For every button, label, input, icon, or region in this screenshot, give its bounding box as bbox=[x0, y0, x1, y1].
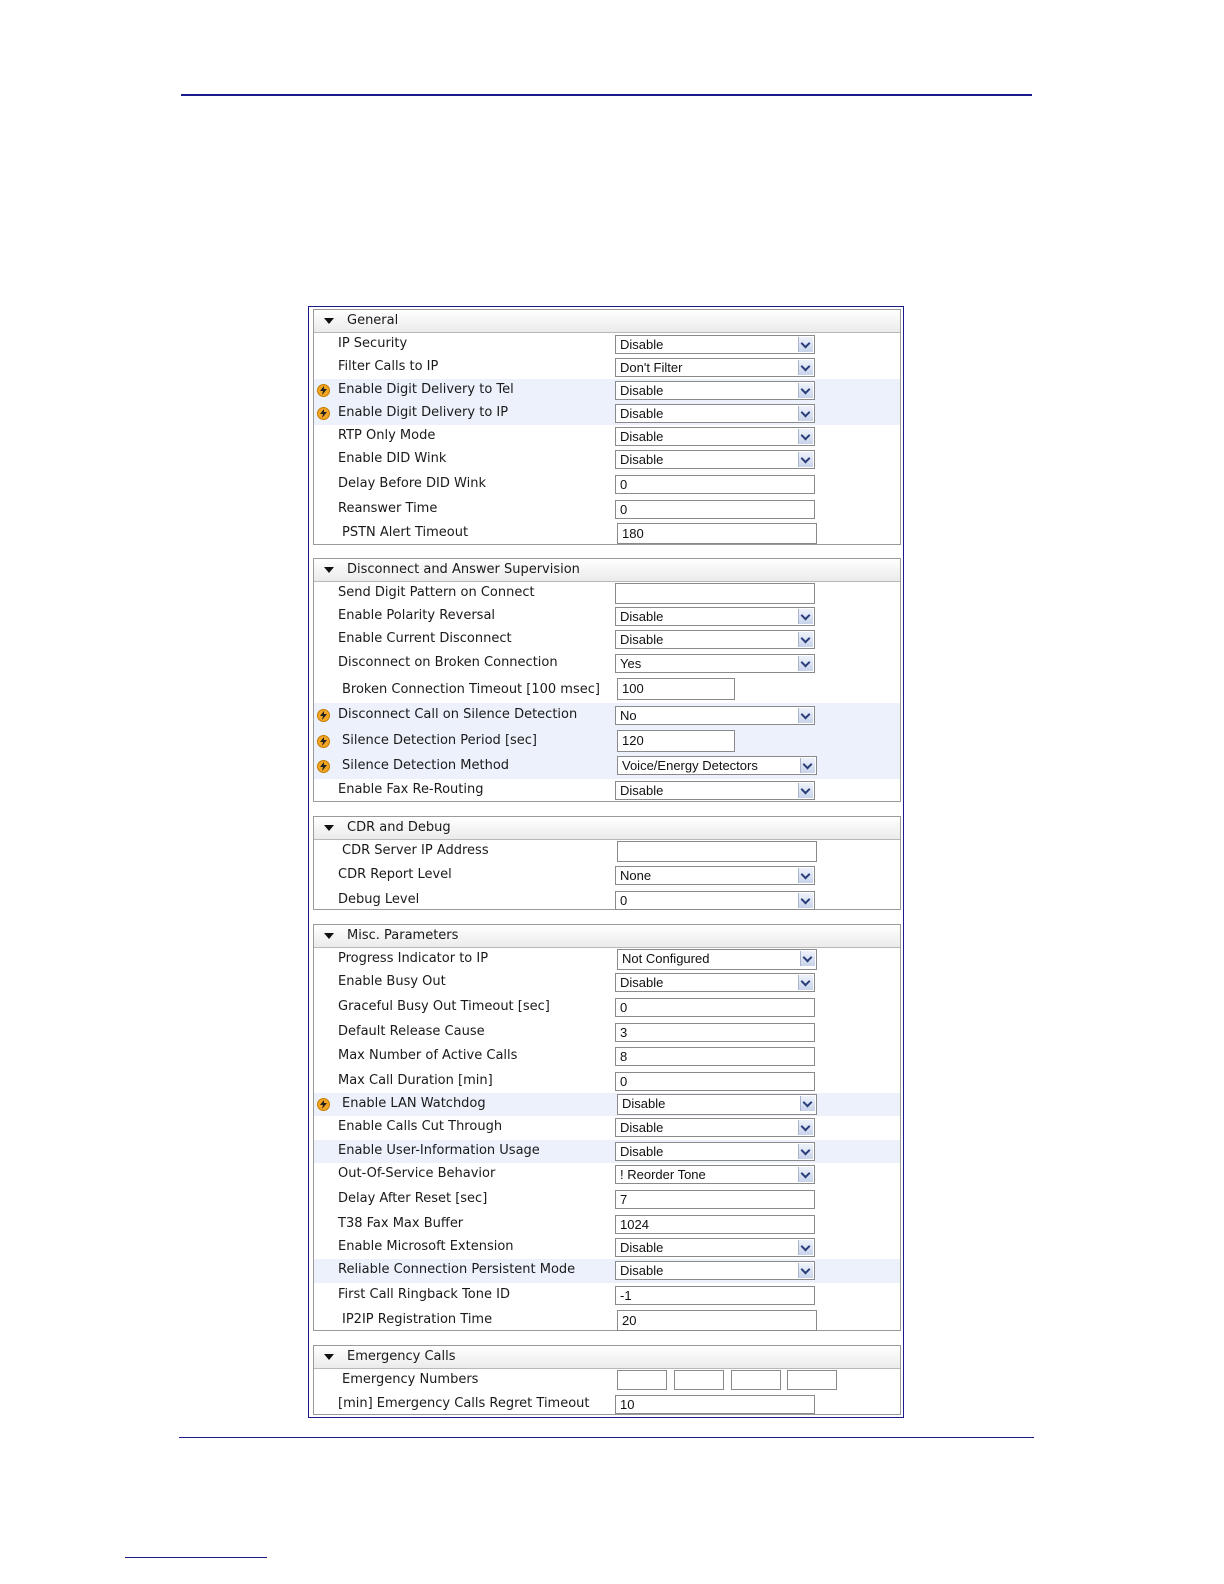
default-release-cause-input[interactable]: 3 bbox=[615, 1023, 815, 1042]
field-label: Out-Of-Service Behavior bbox=[338, 1166, 496, 1181]
row-fax-rerouting bbox=[314, 779, 900, 802]
field-label: [min] Emergency Calls Regret Timeout bbox=[338, 1396, 590, 1411]
select-value: Disable bbox=[620, 1120, 664, 1135]
chevron-down-icon bbox=[800, 951, 815, 966]
row-busy-out bbox=[314, 971, 900, 995]
row-cdr-server-ip bbox=[314, 840, 900, 864]
field-label: T38 Fax Max Buffer bbox=[338, 1216, 464, 1231]
field-label: Progress Indicator to IP bbox=[338, 951, 489, 966]
field-label: Max Call Duration [min] bbox=[338, 1073, 493, 1088]
send-digit-pattern-input[interactable] bbox=[615, 583, 815, 604]
field-label: Delay After Reset [sec] bbox=[338, 1191, 488, 1206]
field-label: First Call Ringback Tone ID bbox=[338, 1287, 510, 1302]
max-active-calls-input[interactable]: 8 bbox=[615, 1047, 815, 1066]
collapse-arrow-icon bbox=[324, 933, 334, 939]
collapse-arrow-icon bbox=[324, 825, 334, 831]
select-value: Don't Filter bbox=[620, 360, 683, 375]
field-label: Emergency Numbers bbox=[342, 1372, 479, 1387]
section-title: CDR and Debug bbox=[347, 820, 451, 835]
select-value: Yes bbox=[620, 656, 642, 671]
select-value: Disable bbox=[620, 429, 664, 444]
lightning-bolt-icon bbox=[317, 709, 330, 722]
row-graceful-busy-out bbox=[314, 995, 900, 1020]
chevron-down-icon bbox=[798, 337, 813, 352]
chevron-down-icon bbox=[798, 868, 813, 883]
row-out-of-service bbox=[314, 1163, 900, 1187]
chevron-down-icon bbox=[800, 758, 815, 773]
row-digit-delivery-tel bbox=[314, 379, 900, 402]
chevron-down-icon bbox=[798, 429, 813, 444]
select-value: Disable bbox=[620, 783, 664, 798]
busy-out-select[interactable] bbox=[615, 973, 815, 992]
current-disconnect-select[interactable] bbox=[615, 630, 815, 649]
broken-connection-timeout-input[interactable]: 100 bbox=[617, 678, 735, 700]
section-title: Misc. Parameters bbox=[347, 928, 459, 943]
field-label: Silence Detection Method bbox=[342, 758, 510, 773]
row-digit-delivery-ip bbox=[314, 402, 900, 425]
ringback-tone-input[interactable]: -1 bbox=[615, 1286, 815, 1305]
section-title: General bbox=[347, 313, 399, 328]
row-calls-cut-through bbox=[314, 1116, 900, 1140]
field-label: Enable Fax Re-Routing bbox=[338, 782, 484, 797]
collapse-arrow-icon bbox=[324, 318, 334, 324]
cdr-report-level-select[interactable] bbox=[615, 866, 815, 885]
section-title: Disconnect and Answer Supervision bbox=[347, 562, 580, 577]
chevron-down-icon bbox=[798, 708, 813, 723]
field-label: Debug Level bbox=[338, 892, 420, 907]
row-ringback-tone bbox=[314, 1283, 900, 1308]
select-value: None bbox=[620, 868, 652, 883]
section-header-disconnect[interactable] bbox=[314, 559, 900, 582]
graceful-busy-out-input[interactable]: 0 bbox=[615, 998, 815, 1017]
chevron-down-icon bbox=[800, 1096, 815, 1111]
field-label: Enable Busy Out bbox=[338, 974, 446, 989]
row-ip-security bbox=[314, 333, 900, 356]
silence-period-input[interactable]: 120 bbox=[617, 730, 735, 752]
row-delay-after-reset bbox=[314, 1187, 900, 1212]
section-misc-parameters bbox=[313, 924, 901, 1331]
select-value: Disable bbox=[620, 406, 664, 421]
field-label: Graceful Busy Out Timeout [sec] bbox=[338, 999, 550, 1014]
select-value: Disable bbox=[620, 609, 664, 624]
select-value: Not Configured bbox=[622, 951, 710, 966]
lightning-bolt-icon bbox=[317, 735, 330, 748]
reliable-connection-select[interactable] bbox=[615, 1261, 815, 1280]
chevron-down-icon bbox=[798, 452, 813, 467]
field-label: Send Digit Pattern on Connect bbox=[338, 585, 535, 600]
select-value: Disable bbox=[620, 1144, 664, 1159]
rtp-only-mode-select[interactable] bbox=[615, 427, 815, 446]
field-label: Enable DID Wink bbox=[338, 451, 447, 466]
t38-fax-buffer-input[interactable]: 1024 bbox=[615, 1215, 815, 1234]
field-label: Reanswer Time bbox=[338, 501, 438, 516]
lightning-bolt-icon bbox=[317, 1098, 330, 1111]
field-label: Max Number of Active Calls bbox=[338, 1048, 518, 1063]
emergency-number-input-3[interactable] bbox=[731, 1370, 781, 1390]
delay-after-reset-input[interactable]: 7 bbox=[615, 1190, 815, 1209]
chevron-down-icon bbox=[798, 1144, 813, 1159]
calls-cut-through-select[interactable] bbox=[615, 1118, 815, 1137]
field-label: Enable Digit Delivery to Tel bbox=[338, 382, 514, 397]
field-label: Disconnect Call on Silence Detection bbox=[338, 707, 578, 722]
lightning-bolt-icon bbox=[317, 760, 330, 773]
field-label: CDR Server IP Address bbox=[342, 843, 489, 858]
section-emergency-calls bbox=[313, 1345, 901, 1415]
emergency-number-input-4[interactable] bbox=[787, 1370, 837, 1390]
debug-level-select[interactable] bbox=[615, 891, 815, 910]
field-label: Broken Connection Timeout [100 msec] bbox=[342, 682, 600, 697]
polarity-reversal-select[interactable] bbox=[615, 607, 815, 626]
field-label: Enable Current Disconnect bbox=[338, 631, 512, 646]
section-header-cdr[interactable] bbox=[314, 817, 900, 840]
section-header-misc[interactable] bbox=[314, 925, 900, 948]
field-label: Enable Calls Cut Through bbox=[338, 1119, 503, 1134]
select-value: Disable bbox=[620, 452, 664, 467]
section-header-emergency[interactable] bbox=[314, 1346, 900, 1369]
progress-indicator-select[interactable] bbox=[617, 949, 817, 970]
select-value: Disable bbox=[620, 632, 664, 647]
chevron-down-icon bbox=[798, 1167, 813, 1182]
settings-panel bbox=[308, 306, 904, 1418]
row-broken-connection-timeout bbox=[314, 676, 900, 703]
row-emergency-numbers bbox=[314, 1369, 900, 1393]
row-default-release-cause bbox=[314, 1020, 900, 1044]
broken-connection-select[interactable] bbox=[615, 654, 815, 673]
row-current-disconnect bbox=[314, 628, 900, 652]
field-label: PSTN Alert Timeout bbox=[342, 525, 469, 540]
select-value: Disable bbox=[620, 975, 664, 990]
lightning-bolt-icon bbox=[317, 384, 330, 397]
lightning-bolt-icon bbox=[317, 407, 330, 420]
row-progress-indicator bbox=[314, 948, 900, 971]
field-label: Silence Detection Period [sec] bbox=[342, 733, 538, 748]
chevron-down-icon bbox=[798, 975, 813, 990]
row-silence-period bbox=[314, 728, 900, 754]
chevron-down-icon bbox=[798, 609, 813, 624]
field-label: Enable LAN Watchdog bbox=[342, 1096, 486, 1111]
section-header-general[interactable] bbox=[314, 310, 900, 333]
field-label: Enable Digit Delivery to IP bbox=[338, 405, 509, 420]
row-silence-method bbox=[314, 754, 900, 779]
row-t38-fax-buffer bbox=[314, 1212, 900, 1236]
chevron-down-icon bbox=[798, 632, 813, 647]
did-wink-select[interactable] bbox=[615, 450, 815, 469]
digit-delivery-tel-select[interactable] bbox=[615, 381, 815, 400]
select-value: Disable bbox=[620, 1263, 664, 1278]
row-filter-calls bbox=[314, 356, 900, 379]
row-rtp-only-mode bbox=[314, 425, 900, 448]
field-label: Delay Before DID Wink bbox=[338, 476, 486, 491]
row-reanswer-time bbox=[314, 497, 900, 521]
row-user-information bbox=[314, 1140, 900, 1163]
silence-method-select[interactable] bbox=[617, 756, 817, 775]
row-broken-connection bbox=[314, 652, 900, 676]
row-delay-did-wink bbox=[314, 472, 900, 497]
row-polarity-reversal bbox=[314, 605, 900, 628]
field-label: Enable Polarity Reversal bbox=[338, 608, 496, 623]
field-label: Enable User-Information Usage bbox=[338, 1143, 540, 1158]
field-label: IP Security bbox=[338, 336, 408, 351]
section-cdr-debug bbox=[313, 816, 901, 910]
out-of-service-select[interactable] bbox=[615, 1165, 815, 1184]
filter-calls-select[interactable] bbox=[615, 358, 815, 377]
emergency-regret-timeout-input[interactable]: 10 bbox=[615, 1395, 815, 1414]
field-label: Reliable Connection Persistent Mode bbox=[338, 1262, 576, 1277]
chevron-down-icon bbox=[798, 360, 813, 375]
select-value: ! Reorder Tone bbox=[620, 1167, 706, 1182]
footer-rule bbox=[179, 1437, 1034, 1438]
select-value: Voice/Energy Detectors bbox=[622, 758, 758, 773]
ip-security-select[interactable] bbox=[615, 335, 815, 354]
field-label: Enable Microsoft Extension bbox=[338, 1239, 514, 1254]
section-title: Emergency Calls bbox=[347, 1349, 456, 1364]
row-silence-detection bbox=[314, 703, 900, 728]
chevron-down-icon bbox=[798, 783, 813, 798]
select-value: Disable bbox=[620, 337, 664, 352]
cdr-server-ip-input[interactable] bbox=[617, 841, 817, 862]
ip2ip-registration-input[interactable]: 20 bbox=[617, 1310, 817, 1331]
fax-rerouting-select[interactable] bbox=[615, 781, 815, 800]
chevron-down-icon bbox=[798, 656, 813, 671]
footnote-rule bbox=[125, 1557, 267, 1558]
row-microsoft-extension bbox=[314, 1236, 900, 1259]
select-value: Disable bbox=[620, 1240, 664, 1255]
row-send-digit-pattern bbox=[314, 582, 900, 605]
row-debug-level bbox=[314, 888, 900, 912]
chevron-down-icon bbox=[798, 1240, 813, 1255]
lan-watchdog-select[interactable] bbox=[617, 1094, 817, 1115]
max-call-duration-input[interactable]: 0 bbox=[615, 1072, 815, 1091]
row-max-active-calls bbox=[314, 1044, 900, 1069]
row-max-call-duration bbox=[314, 1069, 900, 1093]
select-value: Disable bbox=[620, 383, 664, 398]
collapse-arrow-icon bbox=[324, 1354, 334, 1360]
reanswer-time-input[interactable]: 0 bbox=[615, 500, 815, 519]
digit-delivery-ip-select[interactable] bbox=[615, 404, 815, 423]
select-value: Disable bbox=[622, 1096, 666, 1111]
row-ip2ip-registration bbox=[314, 1308, 900, 1333]
field-label: Disconnect on Broken Connection bbox=[338, 655, 558, 670]
field-label: Filter Calls to IP bbox=[338, 359, 439, 374]
select-value: 0 bbox=[620, 893, 628, 908]
field-label: CDR Report Level bbox=[338, 867, 452, 882]
pstn-alert-timeout-input[interactable]: 180 bbox=[617, 523, 817, 544]
collapse-arrow-icon bbox=[324, 567, 334, 573]
field-label: RTP Only Mode bbox=[338, 428, 436, 443]
chevron-down-icon bbox=[798, 1263, 813, 1278]
select-value: No bbox=[620, 708, 637, 723]
field-label: Default Release Cause bbox=[338, 1024, 485, 1039]
row-cdr-report-level bbox=[314, 864, 900, 888]
row-did-wink bbox=[314, 448, 900, 472]
microsoft-extension-select[interactable] bbox=[615, 1238, 815, 1257]
emergency-number-input-2[interactable] bbox=[674, 1370, 724, 1390]
emergency-number-input-1[interactable] bbox=[617, 1370, 667, 1390]
row-pstn-alert-timeout bbox=[314, 521, 900, 546]
field-label: IP2IP Registration Time bbox=[342, 1312, 493, 1327]
chevron-down-icon bbox=[798, 383, 813, 398]
user-information-select[interactable] bbox=[615, 1142, 815, 1161]
chevron-down-icon bbox=[798, 1120, 813, 1135]
chevron-down-icon bbox=[798, 893, 813, 908]
section-disconnect-supervision bbox=[313, 558, 901, 802]
silence-detection-select[interactable] bbox=[615, 706, 815, 725]
header-rule bbox=[181, 94, 1032, 96]
row-lan-watchdog bbox=[314, 1093, 900, 1116]
row-reliable-connection bbox=[314, 1259, 900, 1283]
delay-did-wink-input[interactable]: 0 bbox=[615, 475, 815, 494]
section-general bbox=[313, 309, 901, 545]
row-emergency-regret-timeout bbox=[314, 1393, 900, 1417]
chevron-down-icon bbox=[798, 406, 813, 421]
